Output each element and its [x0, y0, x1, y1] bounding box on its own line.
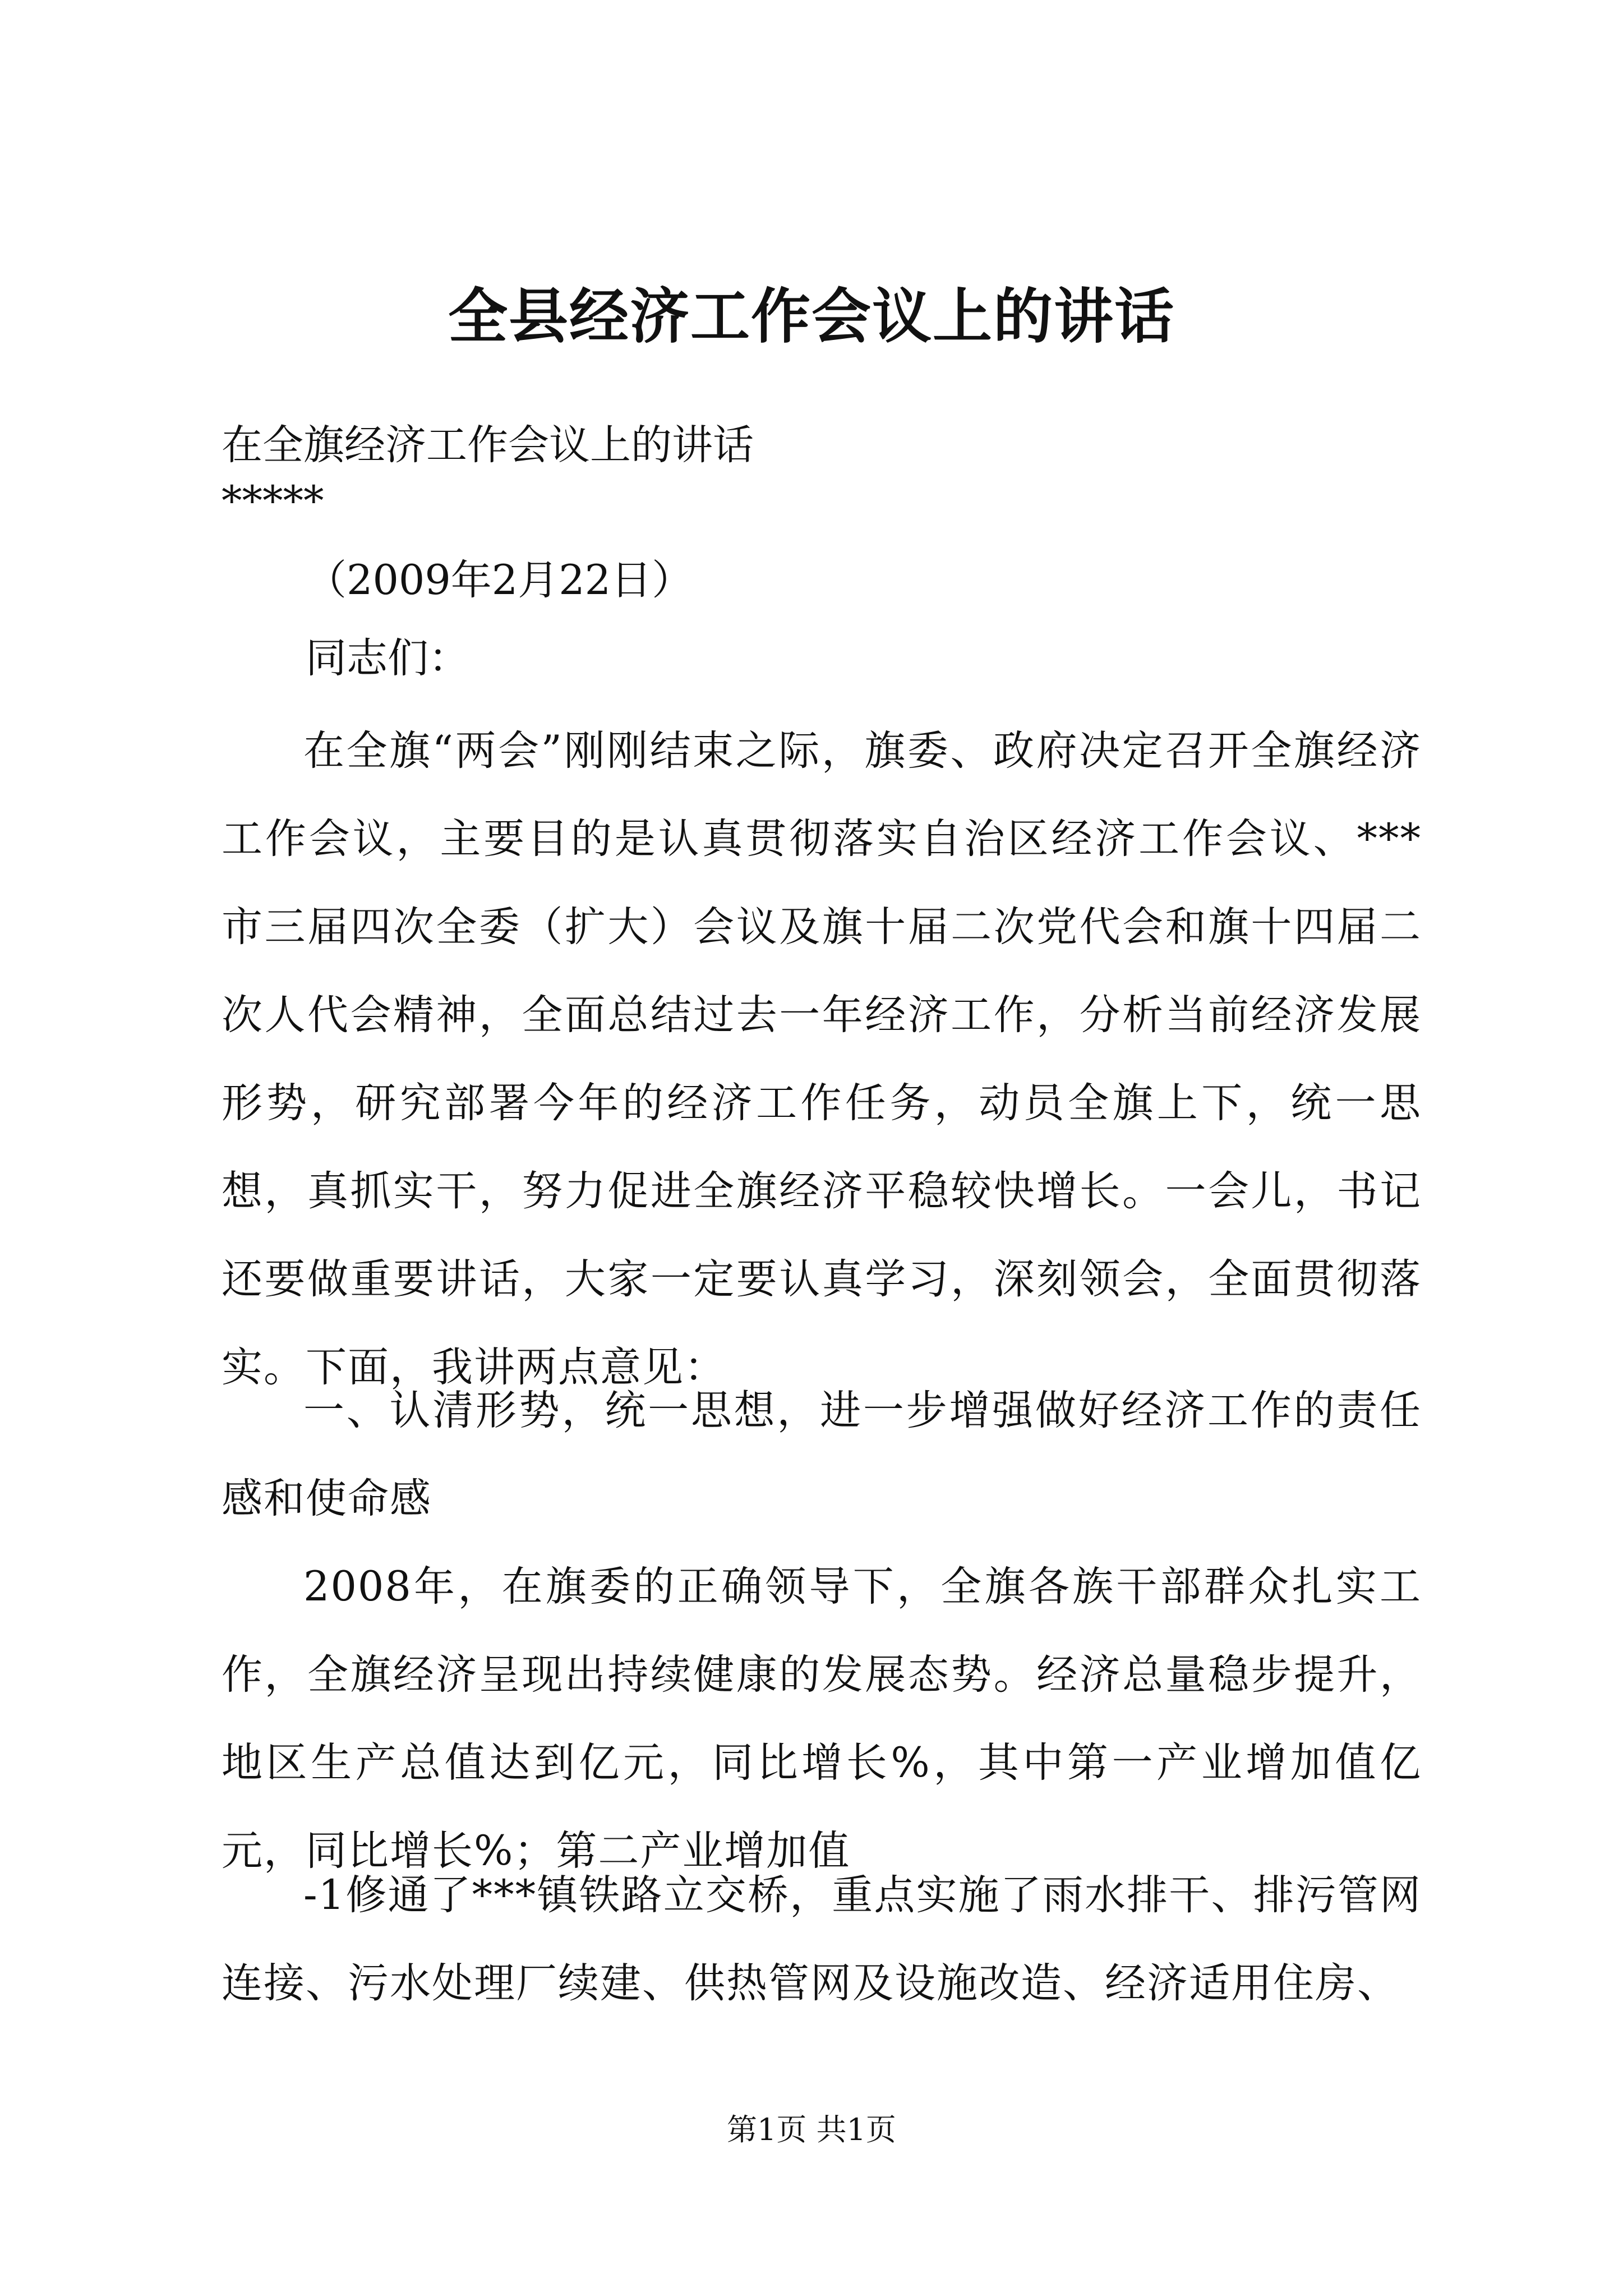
author-line: *****	[222, 477, 324, 525]
page-footer: 第1页 共1页	[727, 2112, 896, 2147]
paragraph-economy-summary: 2008年，在旗委的正确领导下，全旗各族干部群众扎实工作，全旗经济呈现出持续健康的发展态势。经济总量稳步提升，地区生产总值达到亿元，同比增长%，其中第一产业增加值亿元，同比增长%；第二产业增加值	[222, 1563, 1422, 1875]
paragraph-infrastructure: -1修通了***镇铁路立交桥，重点实施了雨水排干、排污管网连接、污水处理厂续建、供热管网及设施改造、经济适用住房、	[222, 1871, 1422, 2007]
paragraph-section-heading: 一、认清形势，统一思想，进一步增强做好经济工作的责任感和使命感	[222, 1387, 1422, 1522]
paragraph-opening: 在全旗“两会”刚刚结束之际，旗委、政府决定召开全旗经济工作会议，主要目的是认真贯彻落实自治区经济工作会议、***市三届四次全委（扩大）会议及旗十届二次党代会和旗十四届二次人代会精神，全面总结过去一年经济工作，分析当前经济发展形势，研究部署今年的经济工作任务，动员全旗上下，统一思想，真抓实干，努力促进全旗经济平稳较快增长。一会儿，书记还要做重要讲话，大家一定要认真学习，深刻领会，全面贯彻落实。下面，我讲两点意见：	[222, 727, 1422, 1391]
salutation: 同志们：	[306, 634, 469, 682]
document-title: 全县经济工作会议上的讲话	[448, 281, 1175, 351]
document-subtitle: 在全旗经济工作会议上的讲话	[222, 421, 754, 469]
date-line: （2009年2月22日）	[306, 556, 693, 604]
